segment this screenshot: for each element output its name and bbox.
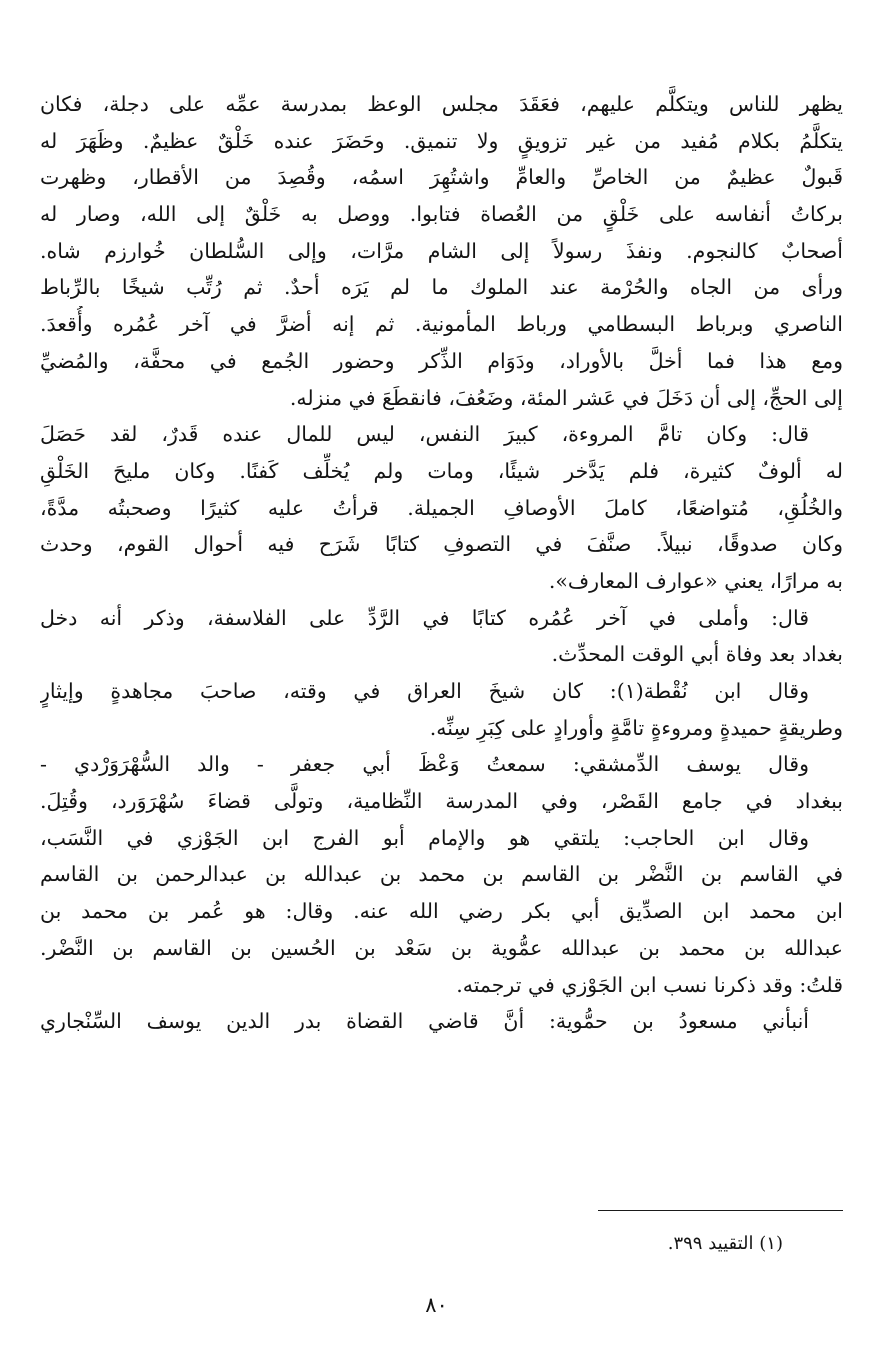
text-line: والخُلُقِ، مُتواضعًا، كاملَ الأوصافِ الجميلة. قرأتُ عليه كثيرًا وصحبتُه مدَّةً، bbox=[40, 495, 843, 520]
text-line: أصحابٌ كالنجوم. ونفذَ رسولاً إلى الشام مرَّات، وإلى السُّلطان خُوارزم شاه. bbox=[40, 238, 843, 263]
text-line: أنبأني مسعودُ بن حمُّوية: أنَّ قاضي القضاة بدر الدين يوسف السِّنْجاري bbox=[40, 1009, 809, 1034]
text-line: وقال ابن الحاجب: يلتقي هو والإمام أبو الفرج ابن الجَوْزي في النَّسَب، bbox=[40, 825, 809, 850]
text-line: الناصري وبرباط البسطامي ورباط المأمونية. ثم إنه أضرَّ في آخر عُمُره وأُقعدَ. bbox=[40, 312, 843, 337]
text-line: عبدالله بن محمد بن عبدالله عمُّوية بن سَعْد بن الحُسين بن القاسم بن النَّضْر. bbox=[40, 935, 843, 960]
text-line: وطريقةٍ حميدةٍ ومروءةٍ تامَّةٍ وأورادٍ على كِبَرِ سِنِّه. bbox=[429, 715, 843, 740]
page-number: ٨٠ bbox=[425, 1293, 448, 1317]
text-line: يتكلَّمُ بكلام مُفيد من غير تزويقٍ ولا تنميق. وحَضَرَ عنده خَلْقٌ عظيمٌ. وظَهَرَ له bbox=[40, 128, 843, 153]
text-line: إلى الحجِّ، إلى أن دَخَلَ في عَشر المئة، وضَعُفَ، فانقطَعَ في منزله. bbox=[289, 385, 843, 410]
text-line: في القاسم بن النَّضْر بن القاسم بن محمد بن عبدالله بن عبدالرحمن بن القاسم bbox=[40, 862, 843, 887]
text-line: قَبولٌ عظيمٌ من الخاصِّ والعامِّ واشتُهِرَ اسمُه، وقُصِدَ من الأقطار، وظهرت bbox=[40, 165, 843, 190]
text-line: وقال ابن نُقْطة(١): كان شيخَ العراق في وقته، صاحبَ مجاهدةٍ وإيثارٍ bbox=[40, 679, 809, 703]
text-line: قلتُ: وقد ذكرنا نسب ابن الجَوْزي في ترجمته. bbox=[456, 972, 843, 997]
text-line: به مرارًا، يعني «عوارف المعارف». bbox=[548, 568, 843, 593]
text-line: ورأى من الجاه والحُرْمة عند الملوك ما لم يَرَه أحدٌ. ثم رُتِّب شيخًا بالرِّباط bbox=[40, 275, 843, 300]
text-line: ومع هذا فما أخلَّ بالأوراد، ودَوَام الذِّكر وحضور الجُمع في محفَّة، والمُضيِّ bbox=[40, 348, 843, 373]
footnote-separator bbox=[598, 1210, 843, 1211]
footnote: (١) التقييد ٣٩٩. bbox=[667, 1233, 783, 1254]
text-line: بركاتُ أنفاسه على خَلْقٍ من العُصاة فتابوا. ووصل به خَلْقٌ إلى الله، وصار له bbox=[40, 202, 843, 227]
text-line: له ألوفٌ كثيرة، فلم يَدَّخر شيئًا، ومات ولم يُخلِّف كَفنًا. وكان مليحَ الخَلْقِ bbox=[40, 458, 843, 483]
text-line: ببغداد في جامع القَصْر، وفي المدرسة النِّظامية، وتولَّى قضاءَ سُهْرَوَرد، وقُتِلَ. bbox=[40, 789, 843, 814]
text-line: وقال يوسف الدِّمشقي: سمعتُ وَعْظَ أبي جعفر - والد السُّهْرَوَرْدي - bbox=[40, 752, 809, 777]
text-line: بغداد بعد وفاة أبي الوقت المحدِّث. bbox=[551, 642, 843, 667]
text-line: يظهر للناس ويتكلَّم عليهم، فعَقَدَ مجلس الوعظ بمدرسة عمِّه على دجلة، فكان bbox=[40, 92, 843, 116]
text-line: وكان صدوقًا، نبيلاً. صنَّفَ في التصوفِ كتابًا شَرَح فيه أحوال القوم، وحدث bbox=[40, 532, 843, 557]
text-line: قال: وأملى في آخر عُمُره كتابًا في الرَّدِّ على الفلاسفة، وذكر أنه دخل bbox=[40, 605, 809, 630]
text-line: ابن محمد ابن الصدِّيق أبي بكر رضي الله عنه. وقال: هو عُمر بن محمد بن bbox=[40, 899, 843, 924]
body-text bbox=[40, 86, 843, 1040]
text-line: قال: وكان تامَّ المروءة، كبيرَ النفس، ليس للمال عنده قَدرٌ، لقد حَصَلَ bbox=[40, 422, 809, 447]
